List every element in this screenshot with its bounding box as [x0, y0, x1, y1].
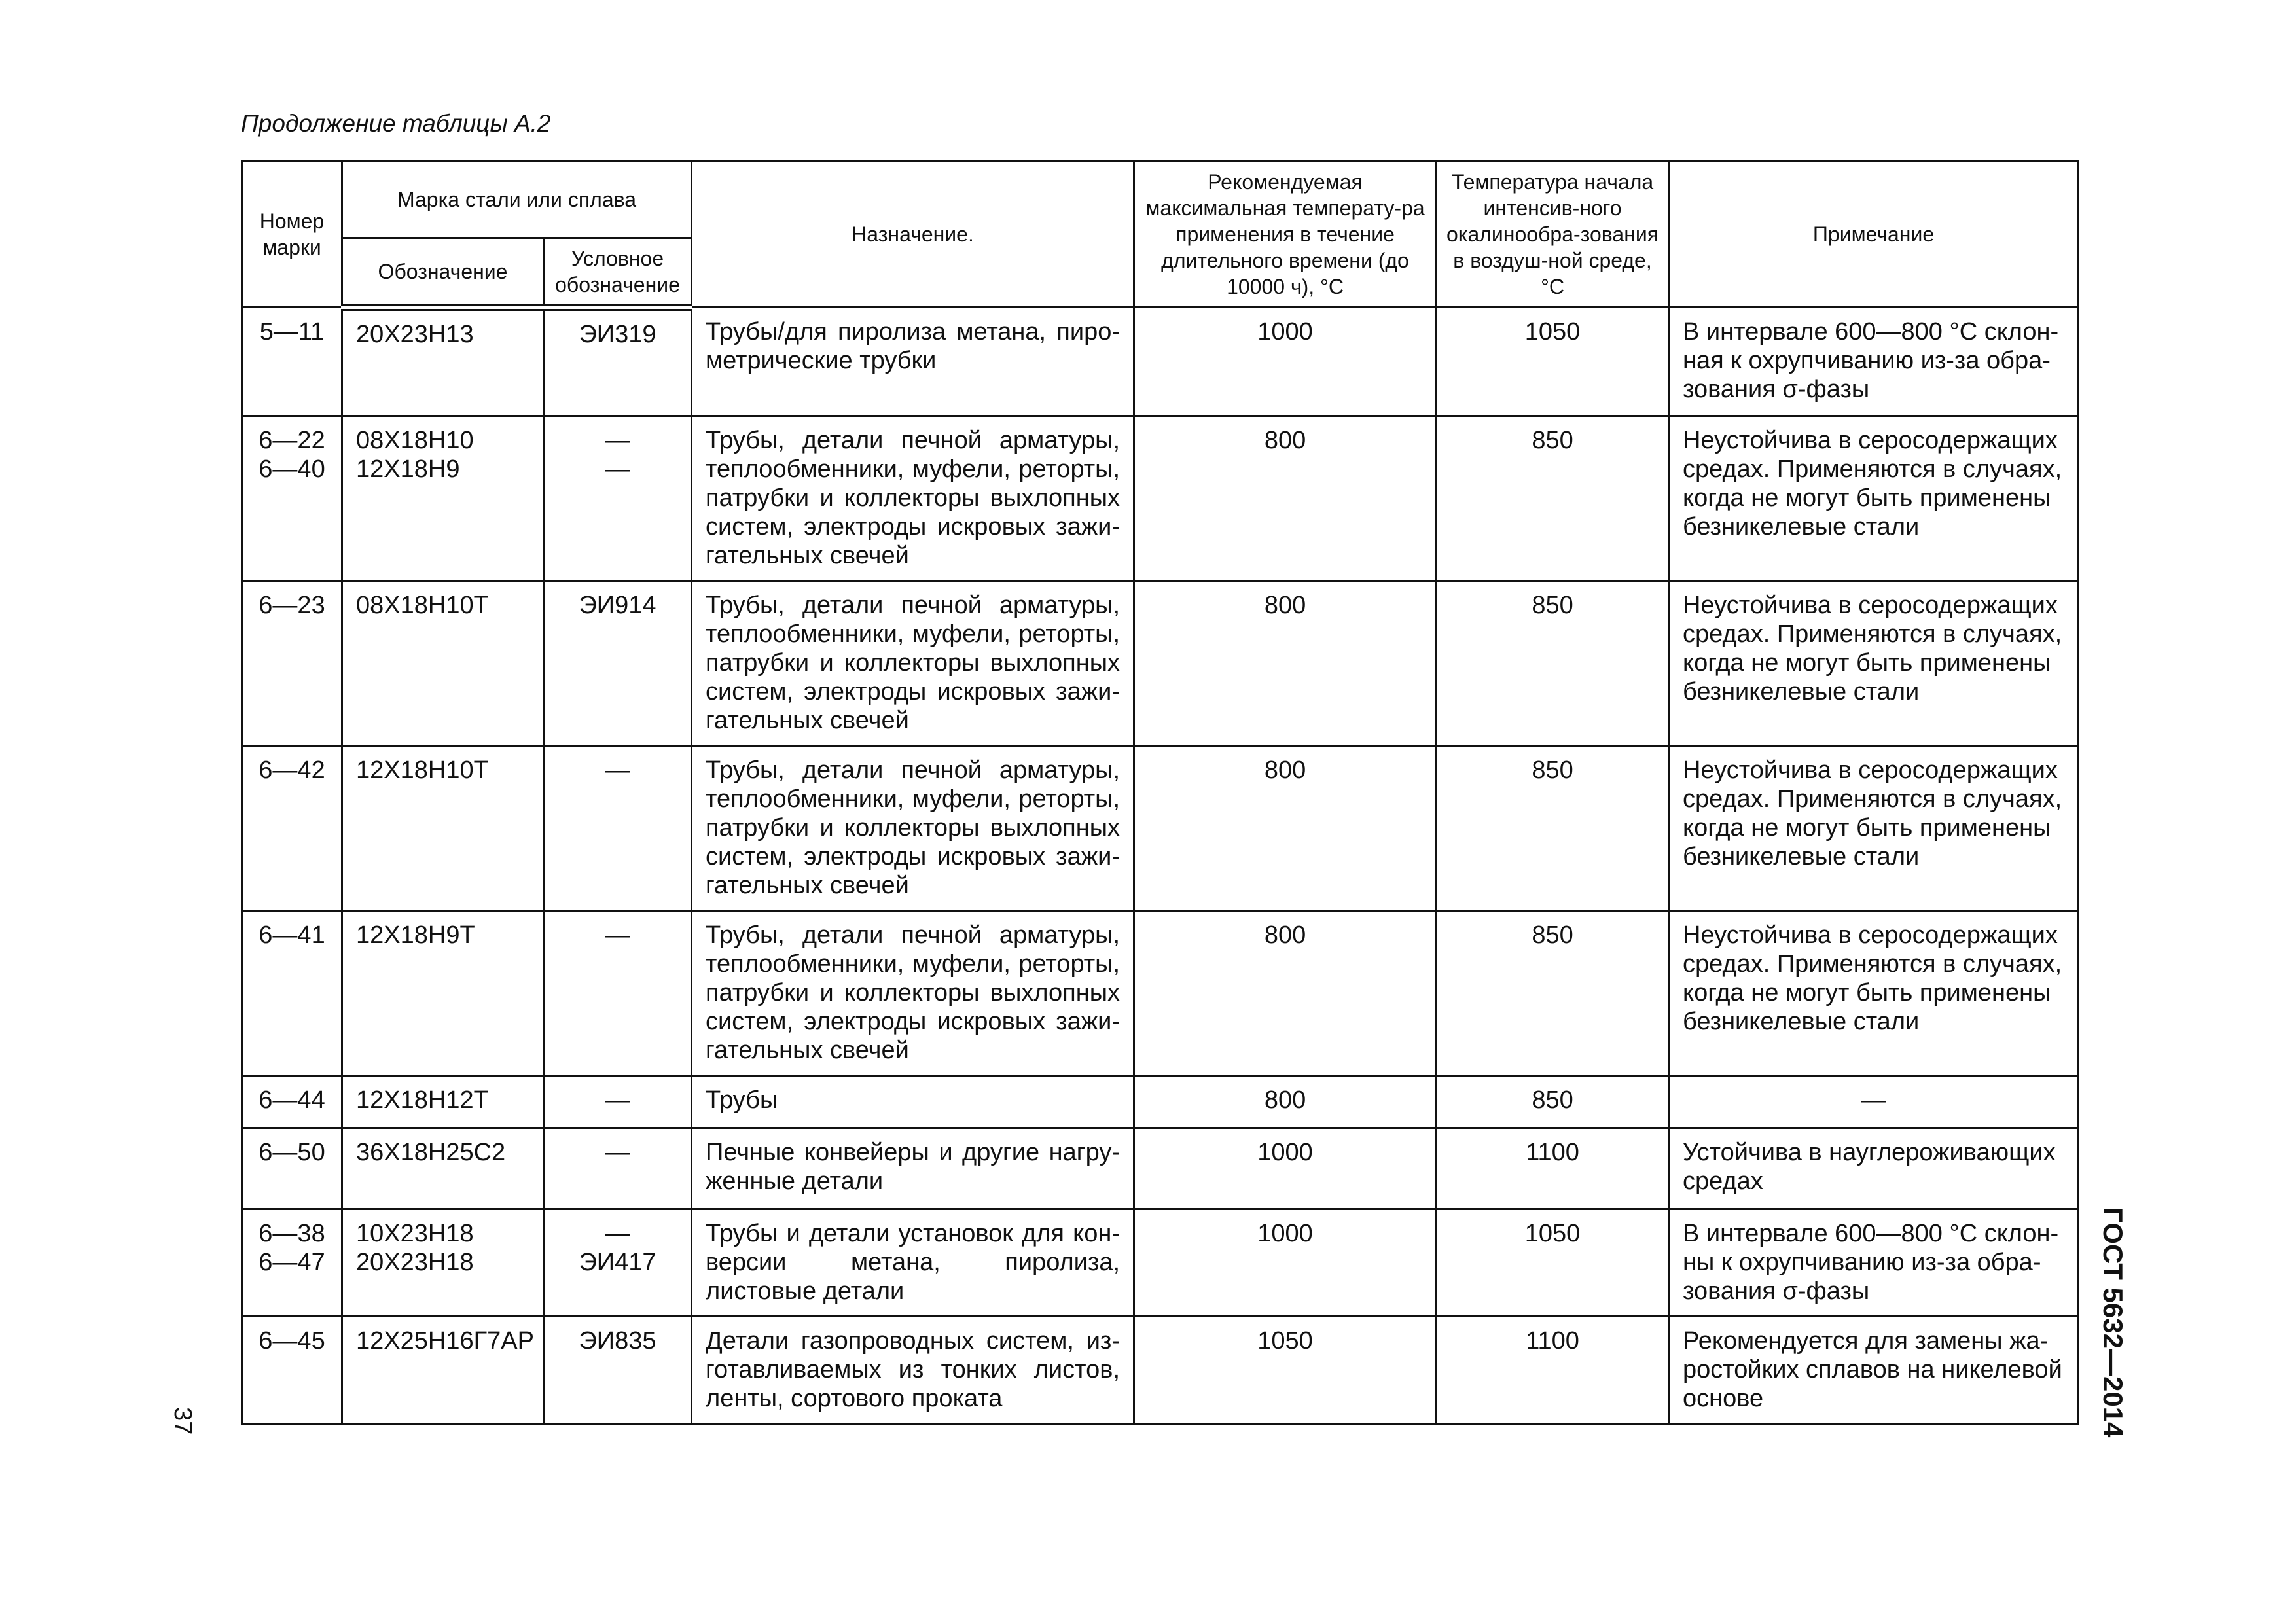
header-conditional: Условное обозначение: [544, 238, 692, 308]
designation-line: 12Х18Н10Т: [356, 757, 489, 784]
table-row: [242, 1317, 2079, 1424]
table-caption: Продолжение таблицы А.2: [241, 110, 551, 137]
cell-note: Устойчива в науглероживающих средах: [1669, 1128, 2079, 1209]
table-body: [242, 308, 2079, 1424]
table-row: [242, 581, 2079, 746]
number-line: 6—38: [259, 1220, 325, 1247]
cell-conditional: [544, 1128, 692, 1209]
cell-note: Неустойчива в серосодержащих средах. Применяются в случаях, когда не могут быть применены безникелевые стали: [1669, 746, 2079, 911]
cell-conditional: [544, 1317, 692, 1424]
cell-purpose: Трубы: [692, 1076, 1134, 1128]
designation-line: 12Х18Н9Т: [356, 921, 475, 949]
header-designation: Обозначение: [342, 238, 544, 308]
cell-designation: [342, 1076, 544, 1128]
cell-max_temp: 800: [1134, 581, 1437, 746]
cell-purpose: Трубы/для пиролиза метана, пиро-метрические трубки: [692, 308, 1134, 416]
header-max-temp: Рекомендуемая максимальная температу-ра применения в течение длительного времени (до 10000 ч), °С: [1134, 161, 1437, 308]
designation-line: 12Х25Н16Г7АР: [356, 1327, 534, 1355]
number-line: 6—50: [259, 1139, 325, 1166]
cell-designation: [342, 416, 544, 581]
conditional-line: —: [605, 455, 630, 483]
cell-purpose: Трубы и детали установок для кон-версии метана, пиролиза, листовые детали: [692, 1209, 1134, 1317]
cell-scale_temp: 850: [1437, 746, 1669, 911]
cell-max_temp: 800: [1134, 416, 1437, 581]
cell-purpose: Трубы, детали печной арматуры, теплообменники, муфели, реторты, патрубки и коллекторы выхлопных систем, электроды искровых зажи-гательных свечей: [692, 416, 1134, 581]
designation-line: 08Х18Н10Т: [356, 592, 489, 619]
cell-conditional: [544, 911, 692, 1076]
number-line: 6—22: [259, 427, 325, 454]
number-line: 5—11: [259, 318, 325, 346]
cell-conditional: [544, 1076, 692, 1128]
cell-scale_temp: 850: [1437, 416, 1669, 581]
cell-note: В интервале 600—800 °С склон-ная к охрупчиванию из-за обра-зования σ-фазы: [1669, 308, 2079, 416]
number-line: 6—42: [259, 757, 325, 784]
cell-number: [242, 1076, 342, 1128]
cell-designation: [342, 1317, 544, 1424]
cell-number: [242, 746, 342, 911]
header-grade: Марка стали или сплава: [342, 161, 692, 238]
table-row: [242, 1128, 2079, 1209]
designation-line: 12Х18Н9: [356, 455, 460, 483]
cell-number: [242, 911, 342, 1076]
cell-max_temp: 800: [1134, 1076, 1437, 1128]
standard-designation: ГОСТ 5632—2014: [2098, 1207, 2128, 1438]
table-row: [242, 416, 2079, 581]
conditional-line: ЭИ835: [579, 1327, 656, 1355]
number-line: 6—41: [259, 921, 325, 949]
cell-scale_temp: 850: [1437, 581, 1669, 746]
cell-designation: [342, 911, 544, 1076]
cell-max_temp: 800: [1134, 911, 1437, 1076]
table-row: [242, 911, 2079, 1076]
designation-line: 08Х18Н10: [356, 427, 474, 454]
designation-line: 20Х23Н13: [356, 320, 474, 348]
conditional-line: —: [605, 1220, 630, 1247]
table-row: [242, 746, 2079, 911]
cell-scale_temp: 1050: [1437, 308, 1669, 416]
cell-purpose: Трубы, детали печной арматуры, теплообменники, муфели, реторты, патрубки и коллекторы выхлопных систем, электроды искровых зажи-гательных свечей: [692, 746, 1134, 911]
cell-number: [242, 581, 342, 746]
steel-grades-table: [241, 160, 2079, 1425]
cell-note: Неустойчива в серосодержащих средах. Применяются в случаях, когда не могут быть применены безникелевые стали: [1669, 416, 2079, 581]
header-note: Примечание: [1669, 161, 2079, 308]
header-number: Номер марки: [242, 161, 342, 308]
conditional-line: —: [605, 1139, 630, 1166]
conditional-line: —: [605, 427, 630, 454]
cell-conditional: [544, 416, 692, 581]
cell-number: [242, 416, 342, 581]
conditional-line: —: [605, 757, 630, 784]
cell-number: [242, 1209, 342, 1317]
cell-designation: [342, 1209, 544, 1317]
conditional-line: —: [605, 1086, 630, 1114]
cell-scale_temp: 1100: [1437, 1128, 1669, 1209]
conditional-line: —: [605, 921, 630, 949]
cell-max_temp: 1000: [1134, 1209, 1437, 1317]
number-line: 6—40: [259, 455, 325, 483]
conditional-line: ЭИ319: [579, 320, 656, 348]
number-line: 6—23: [259, 592, 325, 619]
conditional-line: ЭИ914: [579, 592, 656, 619]
header-purpose: Назначение.: [692, 161, 1134, 308]
designation-line: 12Х18Н12Т: [356, 1086, 489, 1114]
cell-scale_temp: 1050: [1437, 1209, 1669, 1317]
cell-purpose: Печные конвейеры и другие нагру-женные детали: [692, 1128, 1134, 1209]
designation-line: 36Х18Н25С2: [356, 1139, 506, 1166]
cell-conditional: [544, 308, 692, 416]
cell-note: Неустойчива в серосодержащих средах. Применяются в случаях, когда не могут быть применены безникелевые стали: [1669, 911, 2079, 1076]
cell-max_temp: 1000: [1134, 308, 1437, 416]
table-row: [242, 308, 2079, 416]
cell-number: [242, 1128, 342, 1209]
table-row: [242, 1209, 2079, 1317]
cell-designation: [342, 746, 544, 911]
cell-scale_temp: 850: [1437, 1076, 1669, 1128]
cell-conditional: [544, 746, 692, 911]
cell-note: Рекомендуется для замены жа-ростойких сплавов на никелевой основе: [1669, 1317, 2079, 1424]
cell-designation: [342, 581, 544, 746]
cell-purpose: Трубы, детали печной арматуры, теплообменники, муфели, реторты, патрубки и коллекторы выхлопных систем, электроды искровых зажи-гательных свечей: [692, 911, 1134, 1076]
number-line: 6—45: [259, 1327, 325, 1355]
cell-designation: [342, 1128, 544, 1209]
cell-note: —: [1669, 1076, 2079, 1128]
designation-line: 20Х23Н18: [356, 1249, 474, 1276]
cell-number: [242, 1317, 342, 1424]
cell-max_temp: 1050: [1134, 1317, 1437, 1424]
cell-number: [242, 308, 342, 416]
cell-scale_temp: 850: [1437, 911, 1669, 1076]
cell-purpose: Детали газопроводных систем, из-готавливаемых из тонких листов, ленты, сортового проката: [692, 1317, 1134, 1424]
number-line: 6—47: [259, 1249, 325, 1276]
cell-note: Неустойчива в серосодержащих средах. Применяются в случаях, когда не могут быть применены безникелевые стали: [1669, 581, 2079, 746]
cell-max_temp: 1000: [1134, 1128, 1437, 1209]
page-number: 37: [169, 1407, 196, 1435]
table-row: [242, 1076, 2079, 1128]
header-scale-temp: Температура начала интенсив-ного окалинообра-зования в воздуш-ной среде, °С: [1437, 161, 1669, 308]
conditional-line: ЭИ417: [579, 1249, 656, 1276]
cell-purpose: Трубы, детали печной арматуры, теплообменники, муфели, реторты, патрубки и коллекторы выхлопных систем, электроды искровых зажи-гательных свечей: [692, 581, 1134, 746]
number-line: 6—44: [259, 1086, 325, 1114]
cell-scale_temp: 1100: [1437, 1317, 1669, 1424]
cell-max_temp: 800: [1134, 746, 1437, 911]
cell-conditional: [544, 1209, 692, 1317]
cell-designation: [342, 308, 544, 416]
cell-note: В интервале 600—800 °С склон-ны к охрупчиванию из-за обра-зования σ-фазы: [1669, 1209, 2079, 1317]
cell-conditional: [544, 581, 692, 746]
designation-line: 10Х23Н18: [356, 1220, 474, 1247]
